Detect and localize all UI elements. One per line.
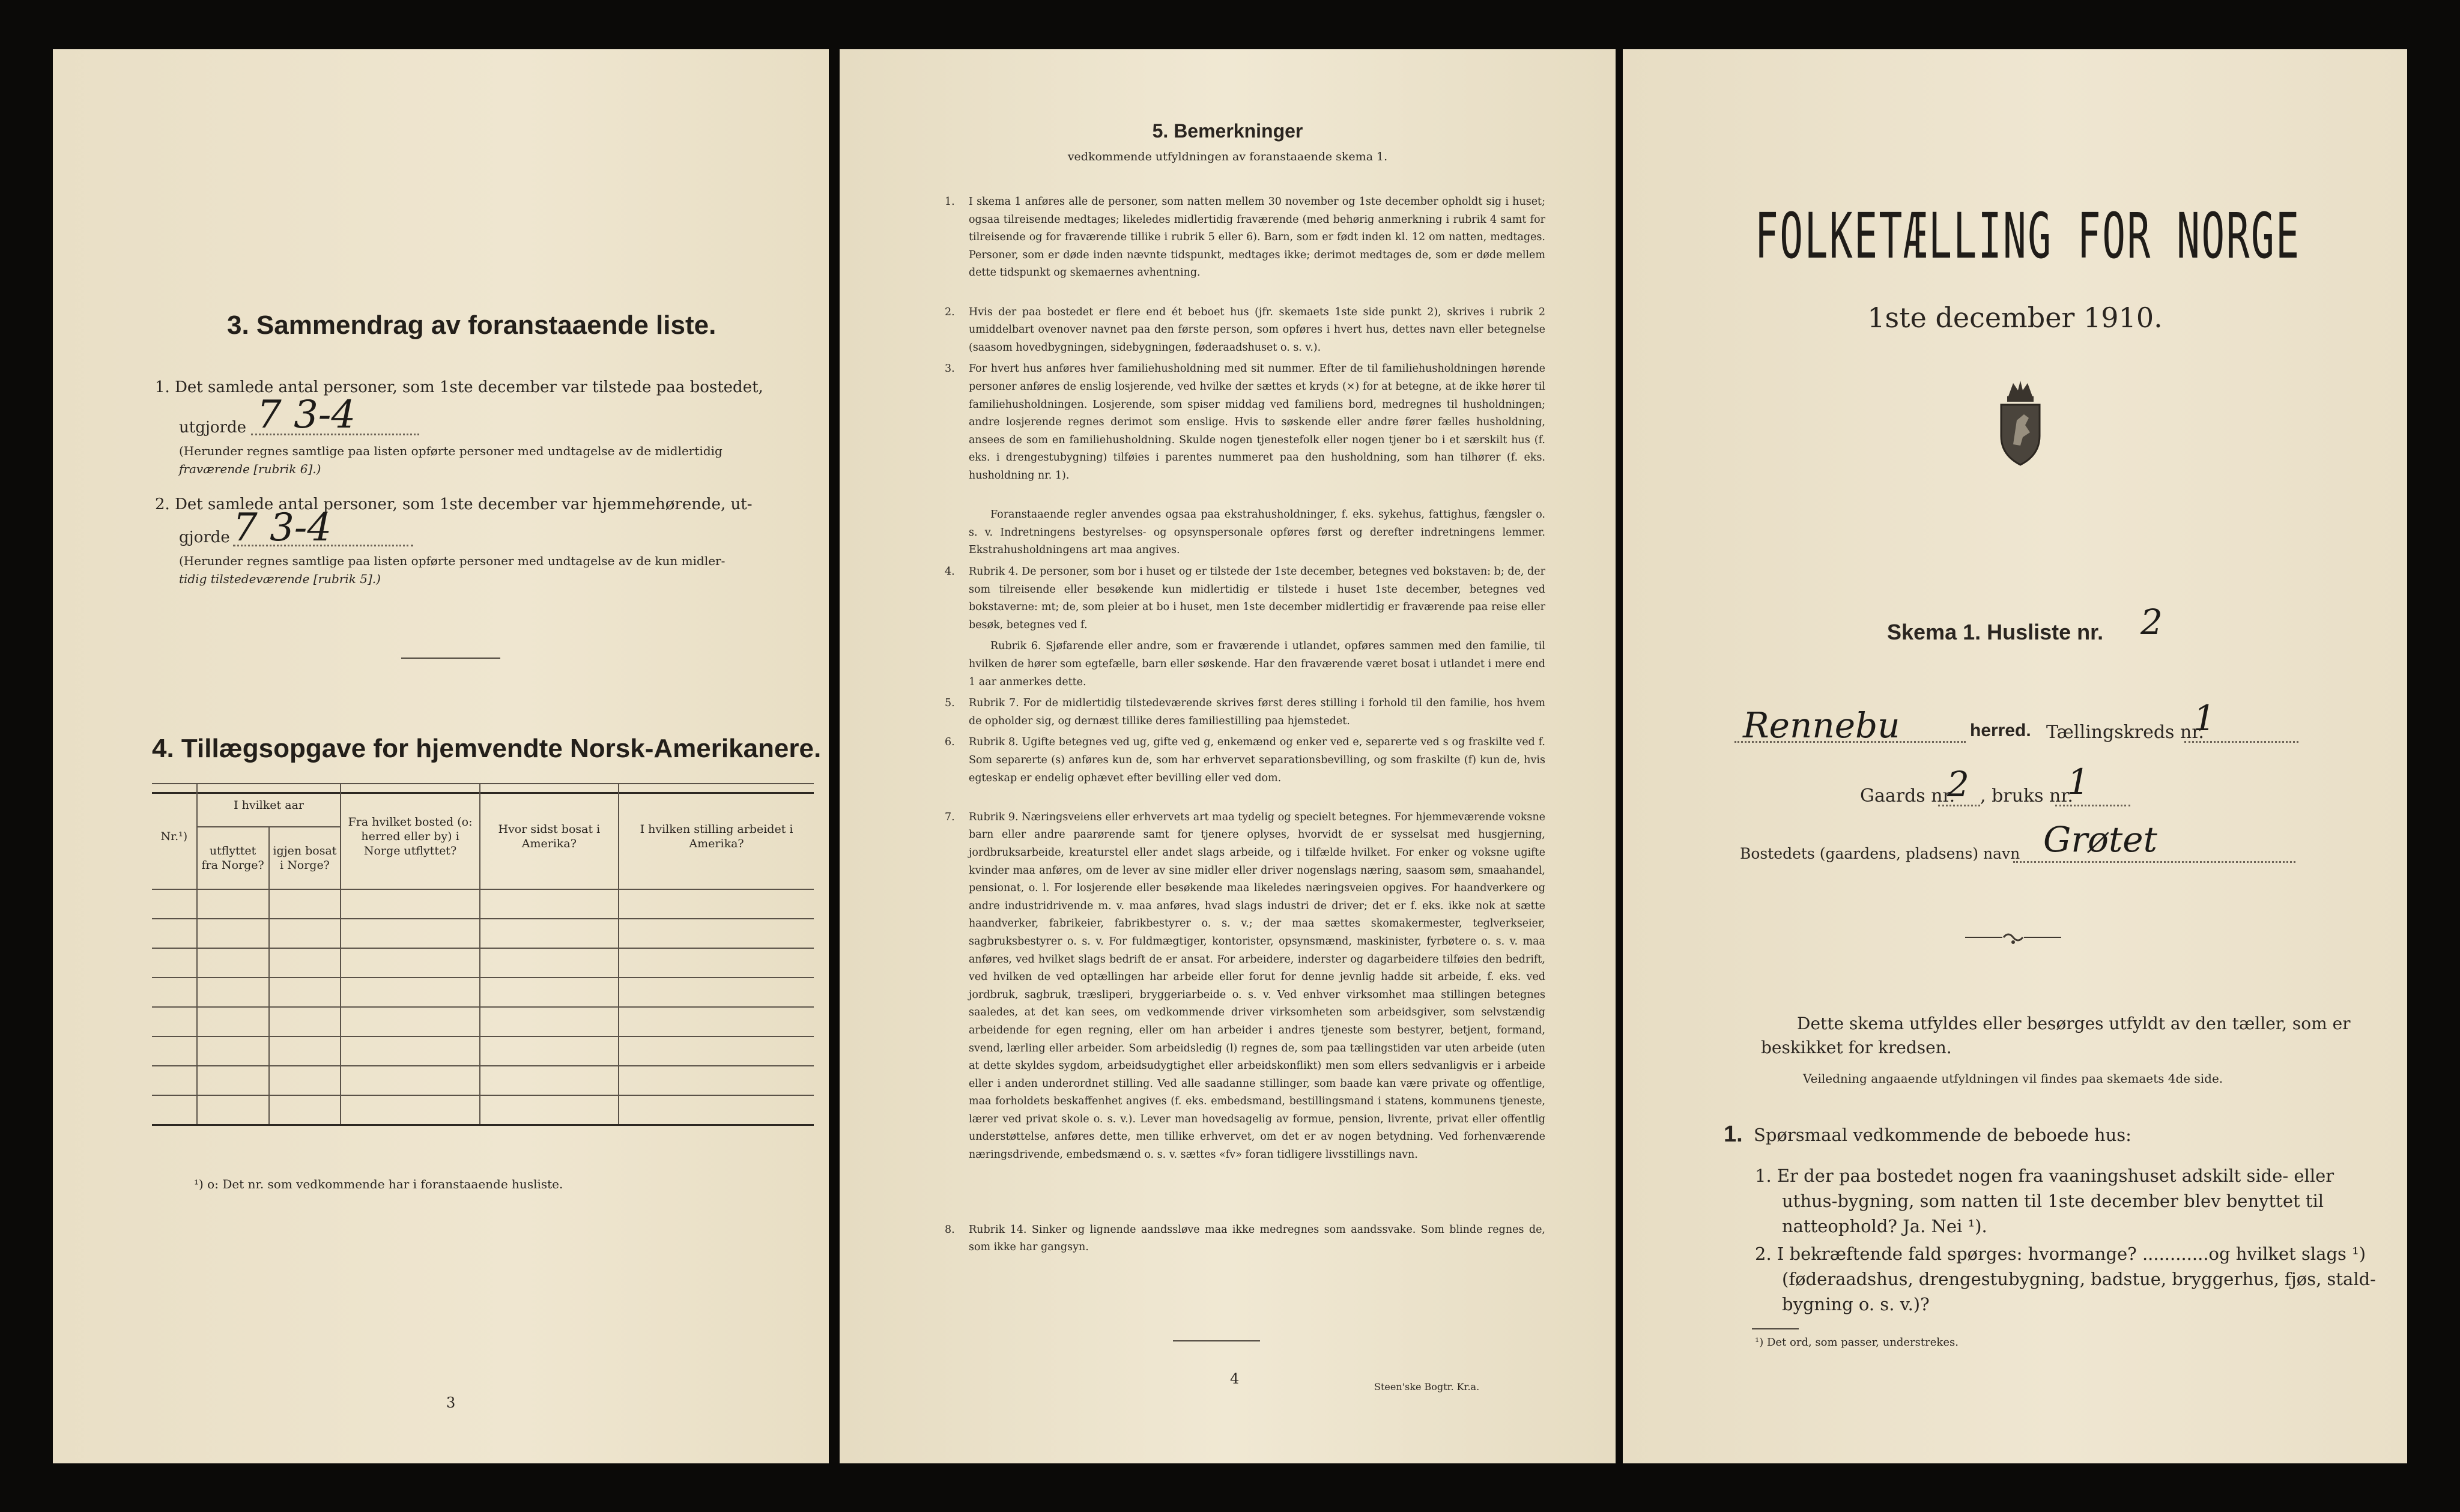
herred-dotted-line	[1734, 741, 1966, 743]
section-3-title: 3. Sammendrag av foranstaaende liste.	[227, 310, 716, 340]
table-row	[152, 1066, 814, 1095]
item-1-utgjorde: utgjorde	[179, 419, 247, 437]
bosted-dotted-line	[2013, 861, 2295, 863]
remark-text: Rubrik 9. Næringsveiens eller erhvervets art maa tydelig og specielt betegnes. For hjemmeværende voksne barn eller andre paarørende samt for tjenere oplyses, hvorvidt de er sysselsat med husgjerning, jordbruksarbeide, kreaturstel eller andet slags arbeide, og i tilfælde hvilket. For enker og voksne ugifte kvinder maa anføres, om de lever av sine midler eller driver nogenslags næring, saasom søm, smaahandel, pensionat, o. l. For losjerende eller besøkende maa likeledes næringsveien opgives. For haandverkere og andre industridrivende m. v. maa anføres, hvad slags industri de driver; det er f. eks. ikke nok at sætte haandverker, fabrikeier, fabrikbestyrer o. s. v.; der maa sættes skomakermester, teglverkseier, sagbruksbestyrer o. s. v. For fuldmægtiger, kontorister, opsynsmænd, maskinister, fyrbøtere o. s. v. maa anføres, ved hvilket slags bedrift de er ansat. For arbeidere, inderster og dagarbeidere tilføies den bedrift, ved hvilken de ved optællingen har arbeide eller forut for denne jevnlig hadde sit arbeide, f. eks. ved jordbruk, sagbruk, træsliperi, bryggeriarbeide o. s. v. Ved enhver virksomhet maa stillingen betegnes saaledes, at det kan sees, om vedkommende driver virksomheten som arbeidsgiver, som selvstændig arbeidende for egen regning, eller om han arbeider i andres tjeneste som bestyrer, betjent, formand, svend, lærling eller arbeider. Som arbeidsledig (l) regnes de, som paa tællingstiden var uten arbeide (uten at dette skyldes sygdom, arbeidsudygtighet eller arbeidskonflikt) men som ellers sedvanligvis er i arbeide eller i anden underordnet stilling. Ved alle saadanne stillinger, som baade kan være private og offentlige, maa forholdets beskaffenhet angives (f. eks. embedsmand, bestillingsmand i statens, kommunens tjeneste, lærer ved privat skole o. s. v.). Lever man hovedsagelig av formue, pension, livrente, privat eller offentlig understøttelse, anføres dette, men tillike erhvervet, om det er av nogen betydning. Ved forhenværende næringsdrivende, embedsmænd o. s. v. sættes «fv» foran tidligere livsstillings navn.	[969, 811, 1545, 1161]
item-1-note-2: fraværende [rubrik 6].)	[179, 462, 321, 476]
gaards-label: Gaards nr.	[1860, 785, 1956, 806]
page-number: 3	[446, 1394, 456, 1411]
remark-number: 1.	[945, 196, 955, 208]
question-section-title: Spørsmaal vedkommende de beboede hus:	[1754, 1125, 2131, 1145]
question-1-line-2: uthus-bygning, som natten til 1ste december blev benyttet til	[1782, 1191, 2324, 1211]
table-row	[152, 1036, 814, 1066]
page-3	[53, 49, 829, 1463]
question-2-line-1: 2. I bekræftende fald spørges: hvormange? ............og hvilket slags ¹)	[1755, 1244, 2366, 1264]
item-1-value: 7 3-4	[257, 393, 356, 437]
item-2-dotted-line	[233, 545, 413, 546]
remark-number: 2.	[945, 306, 955, 318]
item-1-text: 1. Det samlede antal personer, som 1ste december var tilstede paa bostedet,	[155, 378, 763, 396]
table-row	[152, 948, 814, 978]
table-row	[152, 978, 814, 1007]
remark-text: For hvert hus anføres hver familiehusholdning med sit nummer. Efter de til familiehusholdningen hørende personer anføres de enslig losjerende, ved hvilke der sættes et kryds (×) for at betegne, at de ikke hører til familiehusholdningen. Losjerende, som spiser middag ved familiens bord, medregnes til husholdningen; andre losjerende regnes derimot som enslige. Hvis to søskende eller andre fører fælles husholdning, ansees de som en familiehusholdning. Skulde nogen tjenestefolk eller nogen tjener bo i et særskilt hus (f. eks. i drengestubygning) tilføies i parentes nummeret paa den husholdning, som han tilhører (f. eks. husholdning nr. 1).	[969, 363, 1545, 482]
remark-text: Hvis der paa bostedet er flere end ét beboet hus (jfr. skemaets 1ste side punkt 2), skrives i rubrik 2 umiddelbart ovenover navnet paa den første person, som opføres i hvert hus, dettes navn eller betegnelse (saasom hovedbygningen, sidebygningen, føderaadshuset o. s. v.).	[969, 306, 1545, 354]
schema-label: Skema 1. Husliste nr.	[1887, 620, 2104, 644]
remark-item	[945, 563, 1545, 634]
printer-mark: Steen'ske Bogtr. Kr.a.	[1374, 1381, 1480, 1393]
herred-label: herred.	[1970, 721, 2031, 740]
col-stilling: I hvilken stilling arbeidet i Amerika?	[619, 784, 814, 889]
gaards-dotted-line	[1938, 805, 1980, 806]
herred-value: Rennebu	[1743, 705, 1900, 746]
remark-item	[945, 1221, 1545, 1257]
remark-text: I skema 1 anføres alle de personer, som natten mellem 30 november og 1ste december opholdt sig i huset; ogsaa tilreisende medtages; likeledes midlertidig fraværende (med behørig anmerkning i rubrik 4 samt for tilreisende og for fraværende tillike i rubrik 5 eller 6). Barn, som er født inden kl. 12 om natten, medtages. Personer, som er døde inden nævnte tidspunkt, medtages ikke; derimot medtages de, som er døde mellem dette tidspunkt og skemaernes avhentning.	[969, 196, 1545, 279]
table-row	[152, 919, 814, 948]
col-group: I hvilket aar	[197, 784, 341, 827]
table-row	[152, 889, 814, 919]
gaards-value: 2	[1947, 764, 1969, 805]
remark-item	[945, 193, 1545, 300]
divider	[1173, 1340, 1260, 1341]
remark-number: 5.	[945, 697, 955, 710]
remark-number: 4.	[945, 566, 955, 578]
item-2-note-2: tidig tilstedeværende [rubrik 5].)	[179, 572, 381, 586]
veiledning-text: Veiledning angaaende utfyldningen vil findes paa skemaets 4de side.	[1803, 1071, 2223, 1086]
main-title: FOLKETÆLLING FOR NORGE	[1755, 199, 2301, 273]
remark-item	[945, 304, 1545, 357]
bruks-label: , bruks nr.	[1980, 785, 2073, 806]
remark-text: Rubrik 4. De personer, som bor i huset og er tilstede der 1ste december, betegnes ved bokstaven: b; de, der som tilreisende eller besøkende kun midlertidig er tilstede i huset 1ste december, betegnes ved bokstaverne: mt; de, som pleier at bo i huset, men 1ste december midlertidig er fraværende paa reise eller besøk, betegnes ved f.	[969, 566, 1545, 631]
question-1-line-1: 1. Er der paa bostedet nogen fra vaaningshuset adskilt side- eller	[1755, 1166, 2334, 1186]
remark-item	[945, 506, 1545, 560]
remark-item	[945, 638, 1545, 691]
census-date: 1ste december 1910.	[1867, 301, 2163, 334]
remark-number: 6.	[945, 736, 955, 749]
intro-line-2: beskikket for kredsen.	[1761, 1038, 1952, 1057]
col-nr: Nr.¹)	[152, 784, 197, 889]
question-section-number: 1.	[1724, 1122, 1743, 1147]
question-2-line-2: (føderaadshus, drengestubygning, badstue, bryggerhus, fjøs, stald-	[1782, 1269, 2376, 1289]
table-row	[152, 1095, 814, 1125]
page-4	[840, 49, 1616, 1463]
bruks-value: 1	[2067, 761, 2089, 802]
page-1-footnote: ¹) Det ord, som passer, understrekes.	[1755, 1336, 1959, 1349]
item-1-dotted-line	[251, 434, 419, 435]
question-1-line-3: natteophold? Ja. Nei ¹).	[1782, 1216, 1987, 1236]
page-1	[1623, 49, 2407, 1463]
remark-text: Rubrik 14. Sinker og lignende aandssløve maa ikke medregnes som aandssvake. Som blinde regnes de, som ikke har gangsyn.	[969, 1223, 1545, 1254]
remark-text: Foranstaaende regler anvendes ogsaa paa ekstrahusholdninger, f. eks. sykehus, fattighus, fængsler o. s. v. Indretningens bestyrelses- og opsynspersonale opføres først og derefter indretningens lemmer. Ekstrahusholdningens art maa angives.	[969, 509, 1545, 557]
intro-line-1: Dette skema utfyldes eller besørges utfyldt av den tæller, som er	[1797, 1014, 2351, 1033]
bemerkninger-subtitle: vedkommende utfyldningen av foranstaaende skema 1.	[1067, 150, 1388, 163]
kreds-value: 1	[2193, 698, 2216, 739]
page-number: 4	[1230, 1370, 1240, 1387]
table-footnote: ¹) o: Det nr. som vedkommende har i foranstaaende husliste.	[194, 1177, 563, 1191]
ornament-divider-icon	[1965, 929, 2061, 947]
remark-text: Rubrik 6. Sjøfarende eller andre, som er fraværende i utlandet, opføres sammen med den familie, til hvilken de hører som egtefælle, barn eller søskende. Har den fraværende været bosat i utlandet i mere end 1 aar anmerkes dette.	[969, 640, 1545, 688]
husliste-nr-value: 2	[2140, 602, 2163, 643]
item-1-note: (Herunder regnes samtlige paa listen opførte personer med undtagelse av de midlertidig	[179, 444, 723, 458]
col-fra-bosted: Fra hvilket bosted (o: herred eller by) i Norge utflyttet?	[341, 784, 479, 889]
bemerkninger-title: 5. Bemerkninger	[1152, 120, 1303, 142]
footnote-rule	[1752, 1328, 1799, 1329]
section-4-title: 4. Tillægsopgave for hjemvendte Norsk-Amerikanere.	[152, 734, 822, 763]
divider	[401, 658, 500, 659]
coat-of-arms-icon	[1993, 378, 2048, 466]
norsk-amerikanere-table	[152, 783, 814, 1126]
question-2-line-3: bygning o. s. v.)?	[1782, 1294, 1930, 1314]
item-2-text: 2. Det samlede antal personer, som 1ste december var hjemmehørende, ut-	[155, 495, 753, 513]
remark-text: Rubrik 7. For de midlertidig tilstedeværende skrives først deres stilling i forhold til den familie, hos hvem de opholder sig, og dernæst tillike deres familiestilling paa hjemstedet.	[969, 697, 1545, 727]
bruks-dotted-line	[2055, 805, 2130, 806]
kreds-label: Tællingskreds nr.	[2046, 722, 2204, 743]
remark-item	[945, 734, 1545, 805]
col-bosat: igjen bosat i Norge?	[269, 827, 341, 889]
remark-text: Rubrik 8. Ugifte betegnes ved ug, gifte ved g, enkemænd og enker ved e, separerte ved s og fraskilte ved f. Som separerte (s) anføres kun de, som har erhvervet separationsbevilling, og som fraskilte (f) kun de, hvis egteskap er endelig ophævet efter bevilling eller ved dom.	[969, 736, 1545, 784]
bosted-label: Bostedets (gaardens, pladsens) navn	[1740, 845, 2020, 862]
remark-number: 7.	[945, 811, 955, 823]
col-sidst-bosat: Hvor sidst bosat i Amerika?	[480, 784, 619, 889]
remark-number: 8.	[945, 1223, 955, 1236]
table-row	[152, 1007, 814, 1036]
item-2-value: 7 3-4	[233, 506, 332, 550]
remark-item	[945, 360, 1545, 503]
remark-number: 3.	[945, 363, 955, 375]
remark-item	[945, 809, 1545, 1218]
item-2-gjorde: gjorde	[179, 528, 230, 546]
kreds-dotted-line	[2184, 741, 2298, 743]
bosted-value: Grøtet	[2043, 819, 2157, 860]
col-utflyttet: utflyttet fra Norge?	[197, 827, 269, 889]
remark-item	[945, 695, 1545, 730]
item-2-note: (Herunder regnes samtlige paa listen opførte personer med undtagelse av de kun midler-	[179, 554, 726, 568]
